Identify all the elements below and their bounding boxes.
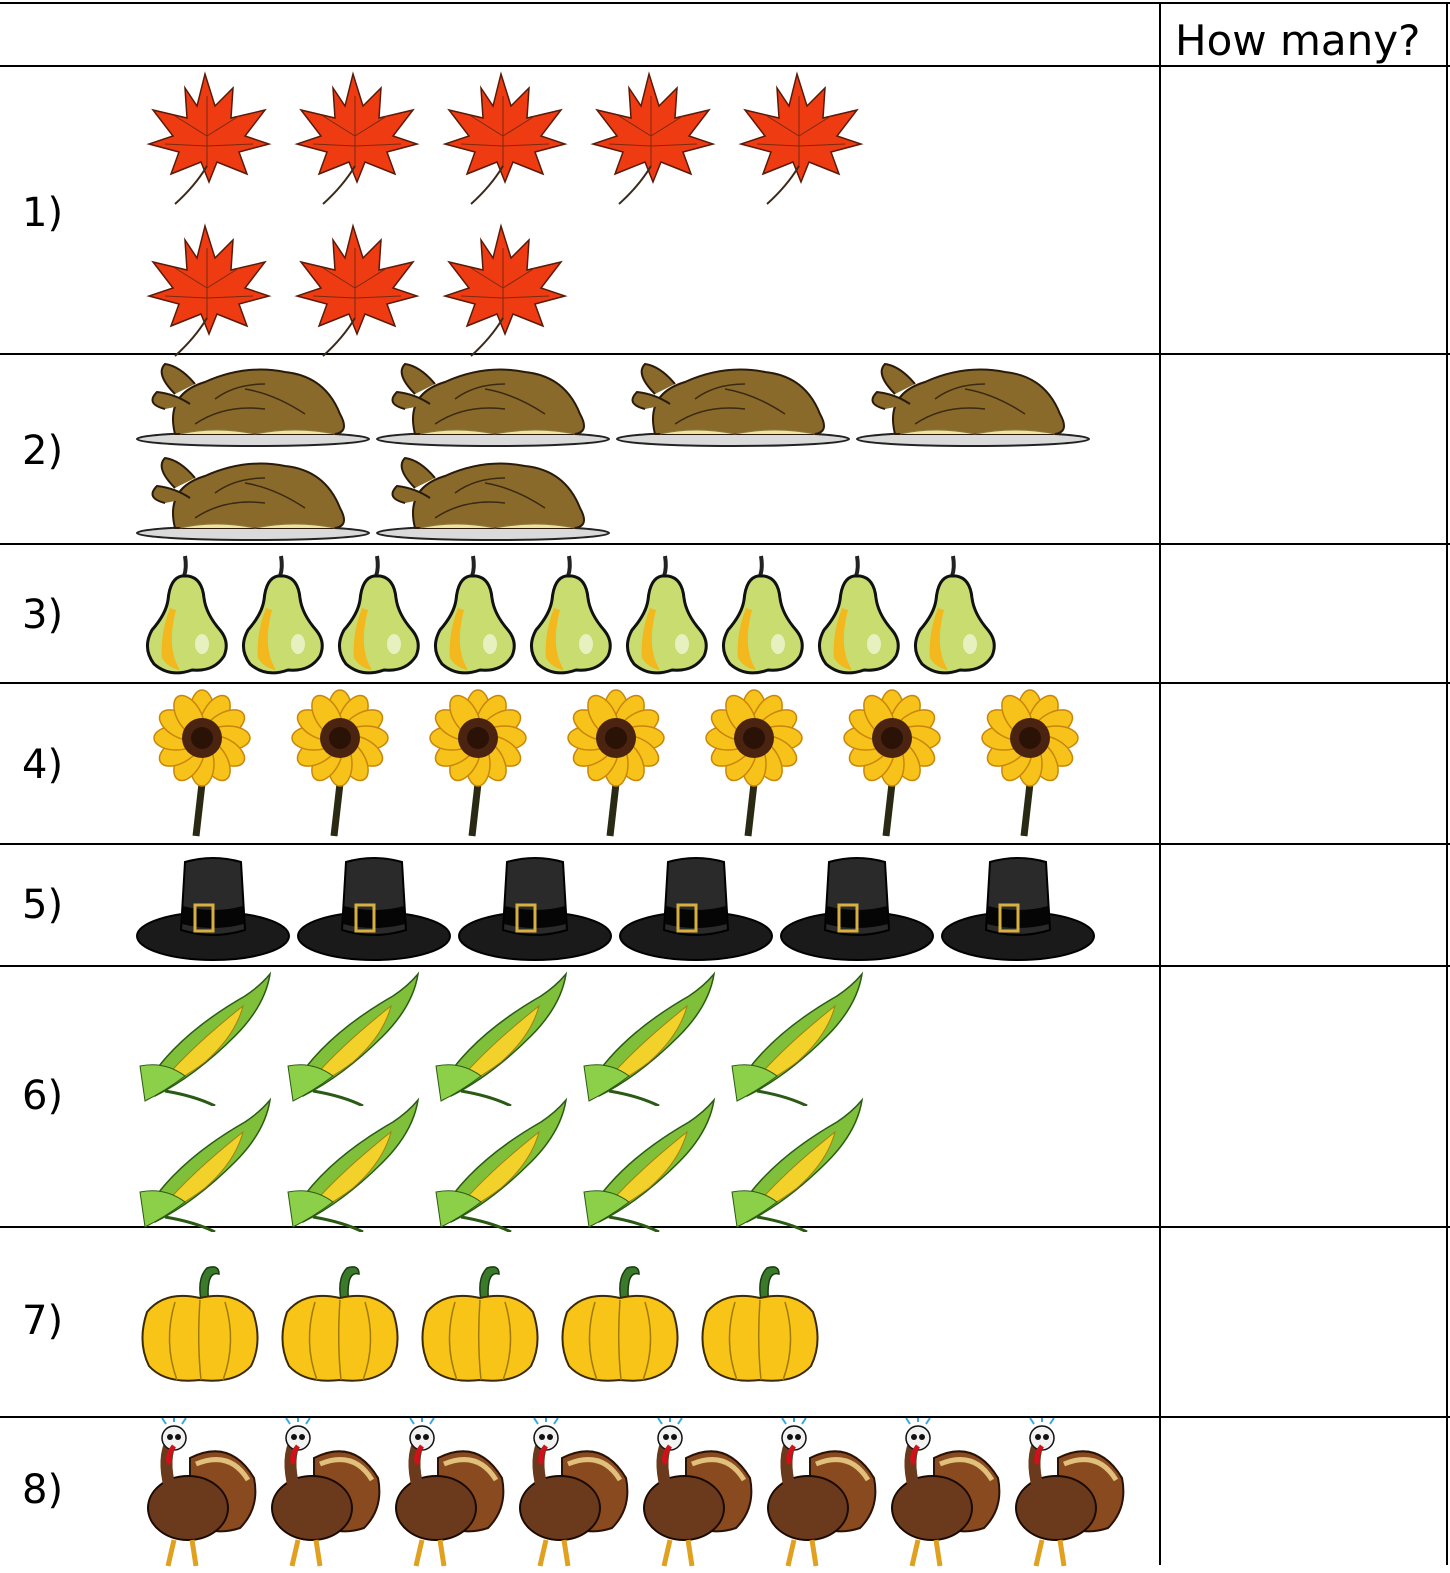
pilgrim-hat-icon [133, 850, 293, 965]
roast-turkey-icon [855, 354, 1095, 449]
sunflower-icon [408, 688, 548, 838]
sunflower-icon [270, 688, 410, 838]
turkey-icon [998, 1418, 1128, 1565]
turkey-icon [130, 1418, 260, 1565]
answer-cell-2[interactable] [1161, 355, 1447, 543]
pear-icon [428, 548, 518, 678]
answer-cell-3[interactable] [1161, 545, 1447, 682]
pumpkin-icon [695, 1262, 825, 1387]
corn-icon [135, 1092, 275, 1232]
roast-turkey-icon [135, 354, 375, 449]
roast-turkey-icon [375, 448, 615, 543]
corn-icon [283, 966, 423, 1106]
turkey-icon [378, 1418, 508, 1565]
maple-leaf-icon [579, 66, 719, 206]
pear-icon [716, 548, 806, 678]
corn-icon [431, 1092, 571, 1232]
maple-leaf-icon [283, 218, 423, 358]
answer-cell-1[interactable] [1161, 67, 1447, 353]
corn-icon [431, 966, 571, 1106]
pumpkin-icon [415, 1262, 545, 1387]
row-label-5: 5) [22, 882, 64, 928]
turkey-icon [750, 1418, 880, 1565]
answer-cell-8[interactable] [1161, 1418, 1447, 1565]
answer-cell-5[interactable] [1161, 845, 1447, 965]
turkey-icon [874, 1418, 1004, 1565]
pear-icon [140, 548, 230, 678]
corn-icon [283, 1092, 423, 1232]
pilgrim-hat-icon [777, 850, 937, 965]
corn-icon [727, 966, 867, 1106]
pear-icon [620, 548, 710, 678]
pear-icon [908, 548, 998, 678]
pumpkin-icon [275, 1262, 405, 1387]
sunflower-icon [684, 688, 824, 838]
table-border-top [0, 2, 1450, 4]
sunflower-icon [960, 688, 1100, 838]
maple-leaf-icon [283, 66, 423, 206]
corn-icon [579, 966, 719, 1106]
pumpkin-icon [135, 1262, 265, 1387]
pear-icon [524, 548, 614, 678]
answer-cell-4[interactable] [1161, 684, 1447, 843]
maple-leaf-icon [135, 66, 275, 206]
maple-leaf-icon [431, 66, 571, 206]
corn-icon [135, 966, 275, 1106]
pumpkin-icon [555, 1262, 685, 1387]
row-label-2: 2) [22, 428, 64, 474]
maple-leaf-icon [135, 218, 275, 358]
pear-icon [332, 548, 422, 678]
pilgrim-hat-icon [294, 850, 454, 965]
turkey-icon [502, 1418, 632, 1565]
turkey-icon [626, 1418, 756, 1565]
maple-leaf-icon [727, 66, 867, 206]
maple-leaf-icon [431, 218, 571, 358]
sunflower-icon [822, 688, 962, 838]
roast-turkey-icon [375, 354, 615, 449]
row-label-3: 3) [22, 592, 64, 638]
how-many-header: How many? [1175, 16, 1421, 65]
answer-cell-7[interactable] [1161, 1228, 1447, 1416]
row-label-1: 1) [22, 190, 64, 236]
corn-icon [727, 1092, 867, 1232]
sunflower-icon [546, 688, 686, 838]
pilgrim-hat-icon [616, 850, 776, 965]
roast-turkey-icon [615, 354, 855, 449]
pear-icon [812, 548, 902, 678]
corn-icon [579, 1092, 719, 1232]
pilgrim-hat-icon [938, 850, 1098, 965]
row-label-7: 7) [22, 1298, 64, 1344]
turkey-icon [254, 1418, 384, 1565]
answer-cell-6[interactable] [1161, 967, 1447, 1226]
row-label-8: 8) [22, 1467, 64, 1513]
sunflower-icon [132, 688, 272, 838]
roast-turkey-icon [135, 448, 375, 543]
row-label-6: 6) [22, 1073, 64, 1119]
pilgrim-hat-icon [455, 850, 615, 965]
row-label-4: 4) [22, 742, 64, 788]
pear-icon [236, 548, 326, 678]
